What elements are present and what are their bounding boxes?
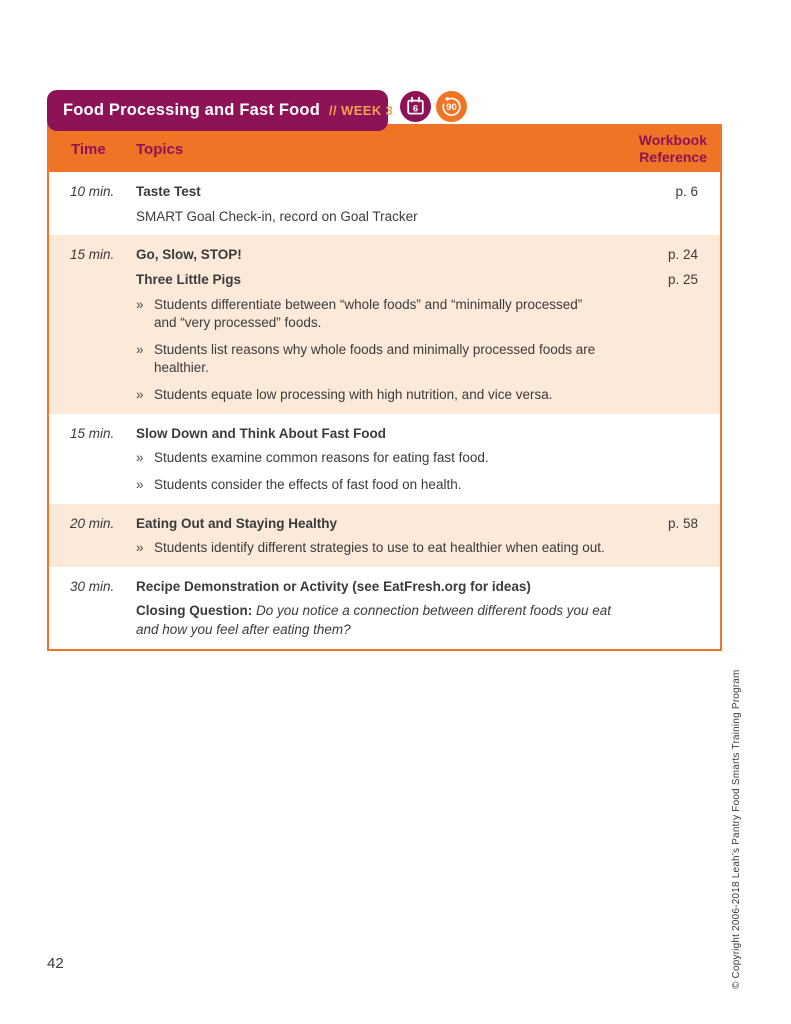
objective-text: Students consider the effects of fast food on health. [154, 476, 462, 492]
topics-cell [136, 235, 720, 413]
topic-title-line [136, 425, 720, 444]
bullet-marker-icon: » [136, 296, 144, 312]
column-header-time: Time [71, 140, 106, 158]
topic-title: Slow Down and Think About Fast Food [136, 425, 386, 441]
time-cell: 10 min. [70, 184, 115, 199]
table-row [49, 567, 720, 649]
objective-bullet [136, 341, 720, 378]
bullet-marker-icon: » [136, 540, 144, 556]
workbook-reference: p. 25 [667, 271, 698, 287]
objective-text: Students equate low processing with high nutrition, and vice versa. [154, 387, 553, 402]
topic-title-line [136, 515, 720, 534]
objective-text: Students identify different strategies to use to eat healthier when eating out. [154, 540, 605, 556]
minutes-value: 90 [446, 102, 457, 114]
timer-icon [435, 90, 468, 123]
lesson-title-bar [47, 90, 394, 131]
topics-cell [136, 172, 720, 235]
topic-title: Three Little Pigs [136, 271, 242, 287]
table-row [49, 504, 720, 567]
column-header-topics: Topics [136, 140, 184, 158]
column-header-workbook-reference: Workbook Reference [638, 131, 707, 165]
time-cell: 20 min. [70, 515, 115, 531]
lesson-number: 6 [412, 103, 419, 115]
topic-title: Go, Slow, STOP! [136, 247, 242, 263]
page-number: 42 [47, 955, 64, 972]
topics-cell [136, 504, 720, 567]
table-row [49, 235, 720, 413]
table-row [49, 172, 720, 235]
page-title: Food Processing and Fast Food [63, 101, 320, 119]
topic-title: Eating Out and Staying Healthy [136, 515, 338, 531]
bullet-marker-icon: » [136, 387, 144, 402]
objective-bullet [136, 539, 720, 558]
bullet-marker-icon: » [136, 450, 144, 466]
topic-title-line [136, 271, 720, 290]
calendar-icon [399, 90, 432, 123]
objective-bullet [136, 476, 720, 495]
objective-bullet [136, 296, 720, 333]
closing-question-text: Do you notice a connection between different foods you eat and how you feel after eating them? [136, 603, 611, 637]
topic-subtitle: SMART Goal Check-in, record on Goal Tracker [136, 208, 418, 224]
objective-text: Students differentiate between “whole foods” and “minimally processed” and “very processed” foods. [154, 296, 583, 331]
topic-title: Recipe Demonstration or Activity (see EatFresh.org for ideas) [136, 578, 531, 594]
bullet-marker-icon: » [136, 341, 144, 357]
topics-cell [136, 567, 720, 649]
workbook-reference: p. 24 [667, 247, 698, 263]
workbook-reference: p. 6 [675, 184, 698, 199]
table-header-row [49, 126, 720, 172]
time-cell: 15 min. [70, 247, 115, 263]
time-cell: 30 min. [70, 578, 115, 594]
table-body [49, 172, 720, 649]
lesson-table [47, 124, 722, 651]
time-cell: 15 min. [70, 425, 115, 441]
bullet-marker-icon: » [136, 476, 144, 492]
objective-text: Students list reasons why whole foods and minimally processed foods are healthier. [154, 341, 596, 376]
topic-title: Taste Test [136, 184, 201, 199]
topic-title-line [136, 183, 720, 202]
closing-question-label: Closing Question: [136, 603, 256, 619]
table-row [49, 414, 720, 504]
topics-cell [136, 414, 720, 504]
topic-title-line [136, 578, 720, 597]
objective-text: Students examine common reasons for eating fast food. [154, 450, 489, 466]
copyright-text: © Copyright 2006-2018 Leah’s Pantry Food Smarts Training Program [731, 669, 742, 989]
objective-bullet [136, 449, 720, 468]
workbook-reference: p. 58 [667, 515, 698, 531]
topic-title-line [136, 246, 720, 265]
objective-bullet [136, 386, 720, 405]
week-label: // WEEK 3 [328, 103, 394, 118]
closing-question-line [136, 602, 720, 639]
